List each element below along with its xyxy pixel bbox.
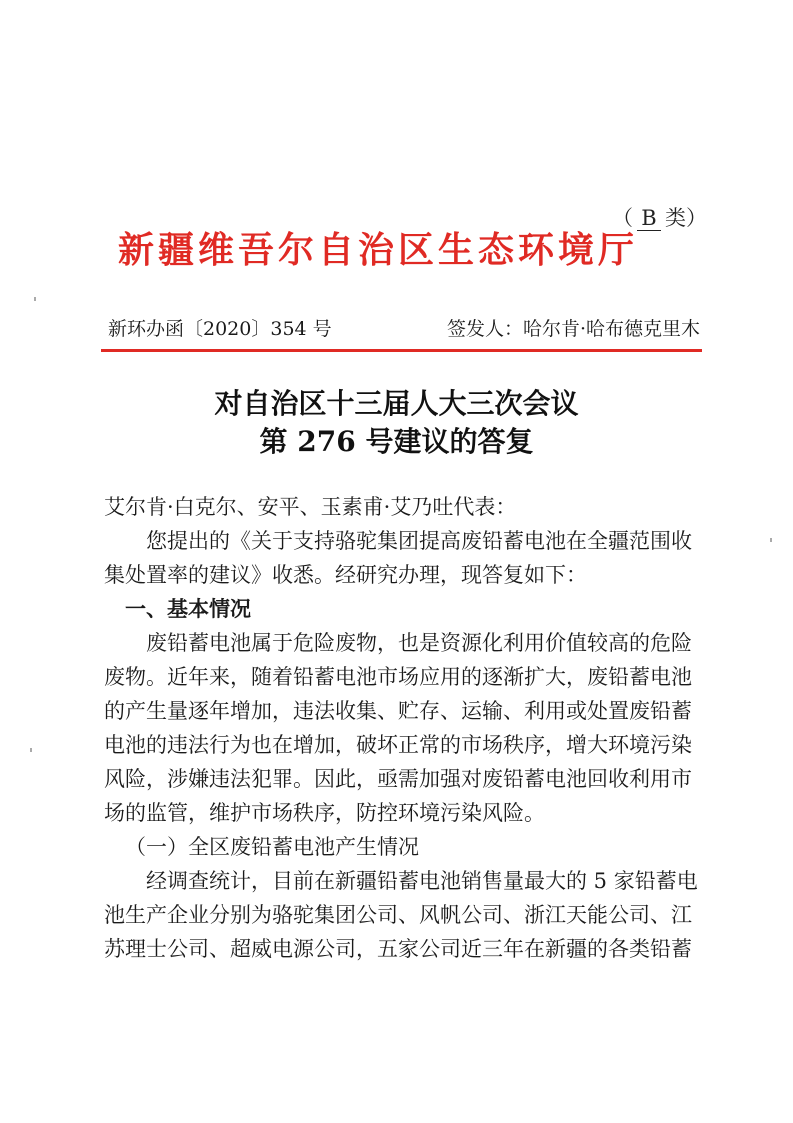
title-line-2: 第 276 号建议的答复	[259, 425, 534, 458]
intro-paragraph: 您提出的《关于支持骆驼集团提高废铅蓄电池在全疆范围收集处置率的建议》收悉。经研究办理，现答复如下：	[104, 529, 692, 587]
signer: 签发人：哈尔肯·哈布德克里木	[446, 318, 700, 340]
salutation: 艾尔肯·白克尔、安平、玉素甫·艾乃吐代表：	[104, 495, 517, 519]
document-title	[0, 385, 793, 461]
subsection-heading: （一）全区废铅蓄电池产生情况	[125, 835, 419, 859]
document-number: 新环办函〔2020〕354 号	[108, 318, 332, 340]
classification-label: 类）	[665, 206, 707, 230]
scan-mark	[34, 297, 36, 301]
red-divider-line	[101, 349, 702, 352]
document-body	[104, 490, 704, 966]
classification-open: （	[612, 206, 633, 230]
title-line-1: 对自治区十三届人大三次会议	[214, 387, 579, 420]
document-info-row	[108, 314, 700, 341]
paragraph-1: 废铅蓄电池属于危险废物，也是资源化利用价值较高的危险废物。近年来，随着铅蓄电池市场应用的逐渐扩大，废铅蓄电池的产生量逐年增加，违法收集、贮存、运输、利用或处置废铅蓄电池的违法行为也在增加，破坏正常的市场秩序，增大环境污染风险，涉嫌违法犯罪。因此，亟需加强对废铅蓄电池回收利用市场的监管，维护市场秩序，防控环境污染风险。	[104, 631, 692, 825]
scan-mark	[770, 538, 772, 542]
section-heading-basic: 一、基本情况	[125, 597, 251, 621]
organization-title: 新疆维吾尔自治区生态环境厅	[118, 230, 639, 271]
scan-mark	[30, 748, 32, 752]
classification-letter: B	[637, 206, 661, 231]
paragraph-2: 经调查统计，目前在新疆铅蓄电池销售量最大的 5 家铅蓄电池生产企业分别为骆驼集团公司、风帆公司、浙江天能公司、江苏理士公司、超威电源公司，五家公司近三年在新疆的各类铅蓄	[104, 869, 698, 961]
